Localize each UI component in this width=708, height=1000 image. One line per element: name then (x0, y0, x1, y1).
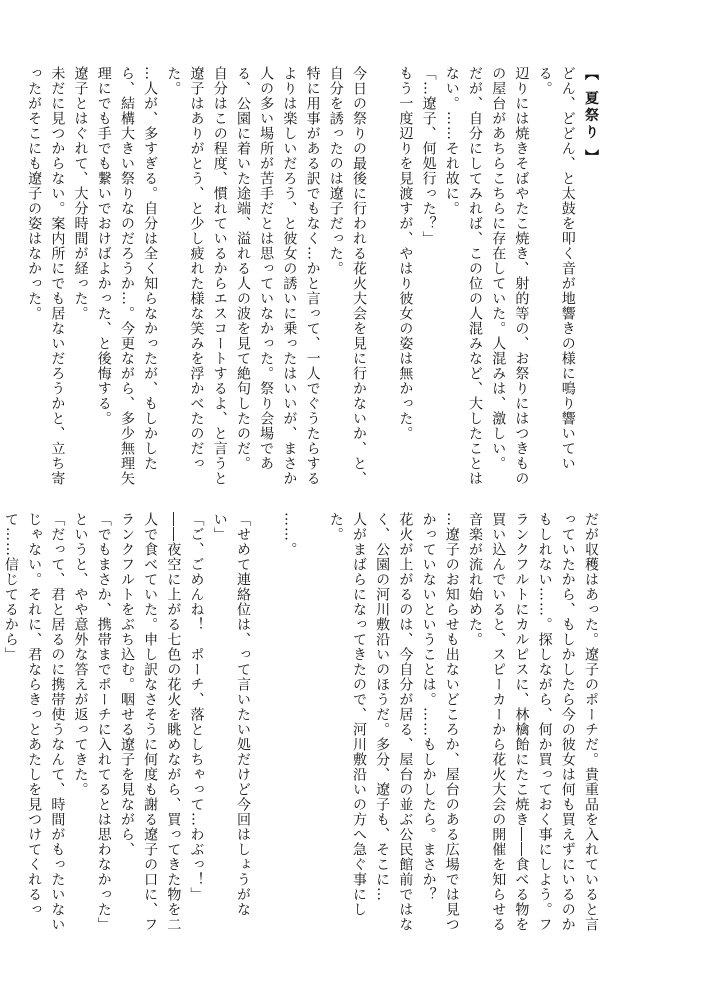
dialogue-line: 「ご、ごめんね！ ポーチ、落としちゃって…わぶっ！」 (188, 512, 205, 902)
paragraph: 特に用事がある訳でもなく…かと言って、一人でぐうたらするよりは楽しいだろう、と彼女の誘いに乗ったはいいが、まさか人の多い場所が苦手だとは思っていなかった。祭り会場である、公園に着いた途端、溢れる人の波を見て絶句したのだ。 (234, 66, 321, 486)
paragraph: だが収穫はあった。遼子のポーチだ。貴重品を入れていると言っていたから、もしかしたら今の彼女は何も買えずにいるのかもしれない……。探しながら、何か買っておく事にしよう。フランクフルトにカルピスに、林檎飴にたこ焼き――食べる物を買い込んでいると、スピーカーから花火大会の開催を知らせる音楽が流れ始めた。 (466, 512, 599, 932)
lower-text-block (2, 512, 602, 932)
blank-line (300, 512, 323, 932)
paragraph: …遼子のお知らせも出ないどころか、屋台のある広場では見つかっていないということは。……もしかしたら。まさか？ (420, 512, 460, 932)
dialogue-line: 「だって、君と居るのに携帯使うなんて、時間がもったいないじゃない。それに、君ならきっとあたしを見つけてくれるって……信じてるから」 (2, 512, 66, 932)
paragraph: だが、自分にしてみれば、この位の人混みなど、大したことはない。……それ故に。 (443, 66, 483, 486)
paragraph: 人がまばらになってきたので、河川敷沿いの方へ急ぐ事にした。 (327, 512, 367, 917)
paragraph: ――夜空に上がる七色の花火を眺めながら、買ってきた物を二人で食べていた。申し訳なさそうに何度も謝る遼子の口に、フランクフルトをぶち込む。咽せる遼子を見ながら、 (118, 512, 182, 932)
paragraph: 自分はこの程度、慣れているからエスコートするよ、と言うと遼子はありがとう、と少し疲れた様な笑みを浮かべたのだった。 (165, 66, 228, 486)
story-title: 【 夏祭り 】 (583, 66, 599, 167)
dialogue-line: 「…遼子、何処行った？」 (420, 66, 437, 246)
dialogue-line: 「せめて連絡位は、って言いたい処だけど今回はしょうがない」 (211, 512, 251, 917)
paragraph: 花火が上がるのは、今自分が居る、屋台の並ぶ公民館前ではなく、公園の河川敷沿いのほうだ。多分、遼子も、そこに… (374, 512, 414, 932)
paragraph: というと、やや意外な答えが返ってきた。 (72, 512, 89, 797)
paragraph: 辺りには焼きそばやたこ焼き、射的等の、お祭りにはつきものの屋台があちらこちらに存在していた。人混みは、激しい。 (490, 66, 530, 486)
scene-break: ……。 (281, 512, 298, 557)
paragraph: 今日の祭りの最後に行われる花火大会を見に行かないか、と、自分を誘ったのは遼子だった。 (327, 66, 367, 486)
dialogue-line: 「でもまさか、携帯までポーチに入れてるとは思わなかった」 (95, 512, 112, 932)
paragraph: もう一度辺りを見渡すが、やはり彼女の姿は無かった。 (397, 66, 414, 441)
paragraph: …人が、多すぎる。自分は全く知らなかったが、もしかしたら、結構大きい祭りなのだろうか…。今更ながら、多少無理矢理にでも手でも繋いでおけばよかった、と後悔する。 (95, 66, 159, 486)
blank-line (254, 512, 277, 932)
upper-text-block (26, 66, 602, 486)
paragraph: 遼子とはぐれて、大分時間が経った。 (72, 66, 89, 321)
blank-line (370, 66, 393, 486)
paragraph: どん、どどん、と太鼓を叩く音が地響きの様に鳴り響いている。 (536, 66, 576, 471)
paragraph: 未だに見つからない。案内所にでも居ないだろうかと、立ち寄ったがそこにも遼子の姿はなかった。 (26, 66, 66, 486)
